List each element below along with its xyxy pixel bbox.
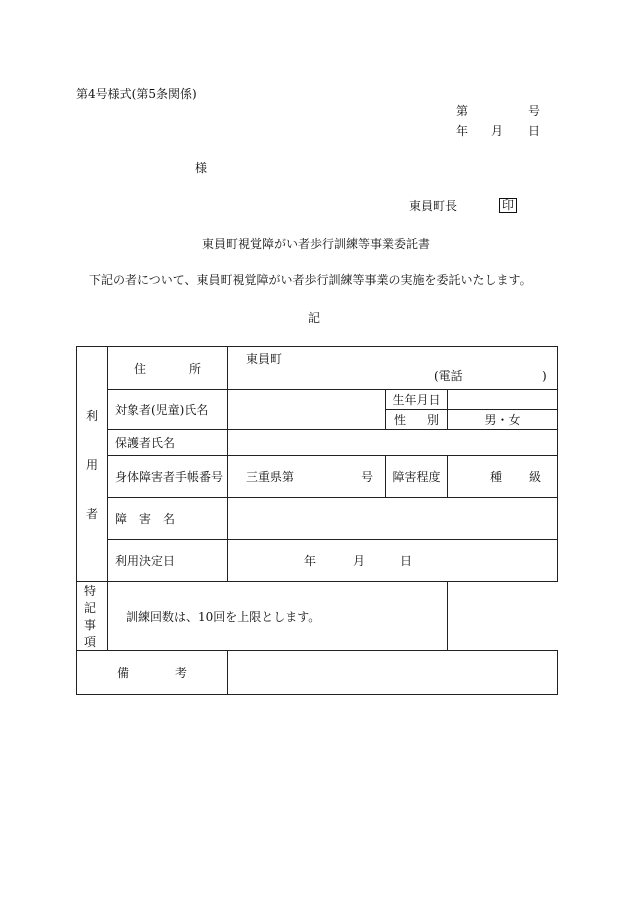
user-label-char: 利 (85, 408, 98, 423)
gender-field[interactable] (448, 410, 558, 430)
body-text: 下記の者について、東員町視覚障がい者歩行訓練等事業の実施を委託いたします。 (89, 273, 532, 287)
handbook-label (108, 456, 228, 498)
document-title: 東員町視覚障がい者歩行訓練等事業委託書 (202, 237, 431, 251)
disability-name-a: 障 (115, 511, 128, 526)
guardian-label (108, 430, 228, 456)
gender-label (386, 410, 448, 430)
subject-name-label (108, 390, 228, 430)
disability-name-c: 名 (163, 511, 176, 526)
address-value: 東員町 (246, 352, 283, 366)
disability-degree-text: 障害程度 (392, 470, 441, 484)
degree-grade: 級 (529, 469, 542, 484)
special-notes-field[interactable] (108, 582, 448, 651)
handbook-text: 身体障害者手帳番号 (115, 470, 224, 484)
birthdate-label (386, 390, 448, 410)
handbook-field[interactable] (228, 456, 386, 498)
address-field[interactable] (228, 347, 558, 390)
date-year: 年 (456, 124, 469, 138)
phone-close: ) (542, 369, 547, 383)
remarks-field[interactable] (228, 651, 558, 695)
disability-name-b: 害 (139, 511, 152, 526)
user-section-label (77, 347, 108, 582)
remarks-label-a: 備 (117, 666, 130, 680)
birthdate-field[interactable] (448, 390, 558, 410)
ki-heading: 記 (308, 311, 321, 325)
decision-date-text: 利用決定日 (115, 554, 176, 568)
special-notes-value: 訓練回数は、10回を上限とします。 (126, 609, 321, 624)
number-dai: 第 (456, 104, 469, 118)
guardian-field[interactable] (228, 430, 558, 456)
degree-type: 種 (490, 469, 503, 484)
remarks-label (77, 651, 228, 695)
decision-date-label (108, 540, 228, 582)
date-month: 月 (491, 124, 504, 138)
phone-open: (電話 (434, 369, 463, 383)
handbook-suffix: 号 (360, 470, 373, 484)
sender-title: 東員町長 (409, 199, 458, 213)
subject-name-text: 対象者(児童)氏名 (115, 403, 209, 417)
user-label-char: 用 (85, 457, 98, 472)
seal-mark: 印 (499, 198, 517, 213)
address-label-a: 住 (134, 361, 147, 376)
decision-month: 月 (353, 553, 366, 568)
decision-year: 年 (304, 553, 317, 568)
user-label-char: 者 (85, 506, 98, 521)
gender-label-a: 性 (394, 413, 407, 427)
handbook-prefix: 三重県第 (246, 470, 295, 484)
address-label-b: 所 (188, 361, 201, 376)
addressee-suffix: 様 (195, 161, 208, 175)
gender-label-b: 別 (426, 413, 439, 427)
date-day: 日 (528, 124, 541, 138)
disability-name-label (108, 498, 228, 540)
form-id: 第4号様式(第5条関係) (76, 87, 197, 101)
guardian-text: 保護者氏名 (115, 436, 176, 450)
remarks-label-b: 考 (174, 666, 187, 680)
disability-name-field[interactable] (228, 498, 558, 540)
decision-day: 日 (400, 553, 413, 568)
birthdate-text: 生年月日 (392, 393, 441, 407)
number-go: 号 (528, 104, 541, 118)
disability-degree-label (386, 456, 448, 498)
subject-name-field[interactable] (228, 390, 386, 430)
special-notes-text: 特記事項 (84, 584, 97, 649)
decision-date-field[interactable] (228, 540, 558, 582)
special-notes-label (77, 582, 108, 651)
address-label (108, 347, 228, 390)
user-info-table (76, 346, 558, 695)
disability-degree-field[interactable] (448, 456, 558, 498)
gender-options: 男・女 (484, 413, 521, 427)
